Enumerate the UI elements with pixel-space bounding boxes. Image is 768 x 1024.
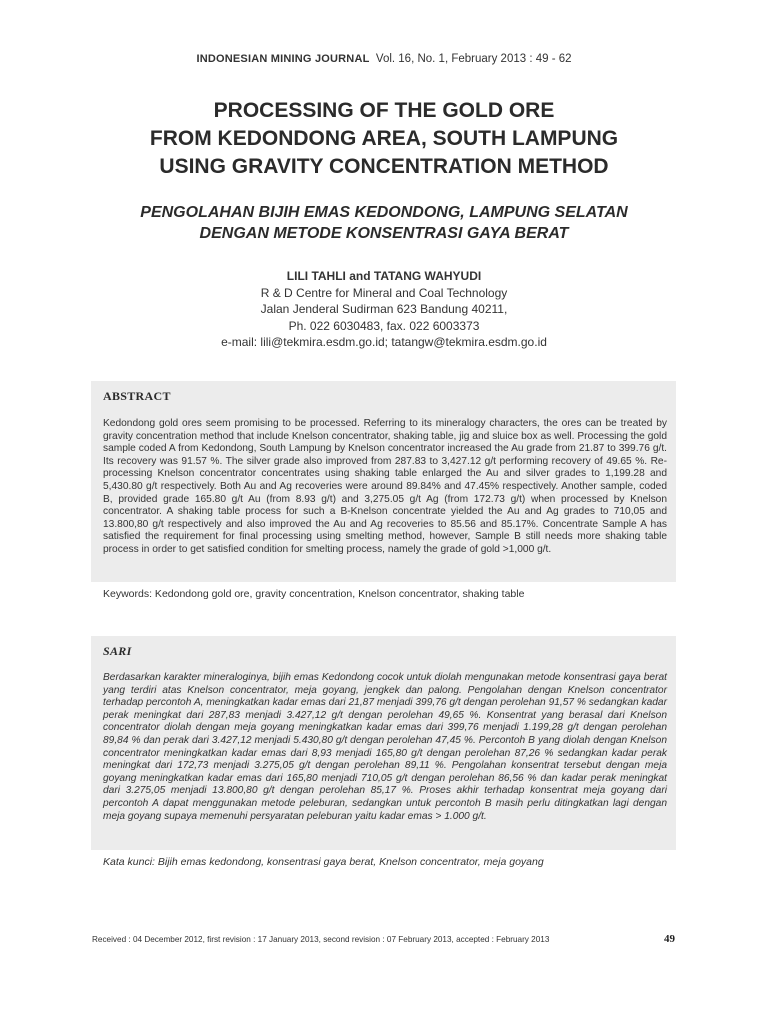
abstract-box	[91, 381, 676, 582]
paper-subtitle	[0, 202, 768, 244]
sari-box	[91, 636, 676, 850]
author-affiliation: R & D Centre for Mineral and Coal Technology	[260, 285, 508, 300]
author-block	[0, 268, 768, 351]
running-head	[0, 53, 768, 65]
author-names: LILI TAHLI and TATANG WAHYUDI	[286, 269, 482, 283]
title-line-3: USING GRAVITY CONCENTRATION METHOD	[159, 155, 609, 178]
journal-volume: Vol. 16, No. 1, February 2013 : 49 - 62	[375, 53, 572, 65]
author-phone: Ph. 022 6030483, fax. 022 6003373	[288, 318, 480, 333]
sari-keywords: Kata kunci: Bijih emas kedondong, konsentrasi gaya berat, Knelson concentrator, meja goyang	[103, 856, 544, 868]
author-address: Jalan Jenderal Sudirman 623 Bandung 40211,	[260, 302, 508, 316]
title-line-2: FROM KEDONDONG AREA, SOUTH LAMPUNG	[149, 127, 619, 150]
paper-title	[0, 97, 768, 181]
subtitle-line-1: PENGOLAHAN BIJIH EMAS KEDONDONG, LAMPUNG SELATAN	[140, 204, 628, 221]
abstract-text: Kedondong gold ores seem promising to be processed. Referring to its mineralogy characters, the ores can be treated by gravity concentration method that include Knelson concentrator, shaking table, jig and sluice box as well. Processing the gold sample coded A from Kedondong, South Lampung by Knelson concentrator increased the Au grade from 21.87 to 399.76 g/t. Its recovery was 91.57 %. The silver grade also improved from 287.83 to 3,427.12 g/t performing recovery of 49.65 %. Re-processing Knelson concentrator concentrates using shaking table enlarged the Au and silver grades to 1,199.28 and 5,430.80 g/t respectively. Both Au and Ag recoveries were around 89.84% and 47.45% respectively. Another sample, coded B, provided grade 165.80 g/t Au (from 8.93 g/t) and 3,275.05 g/t Ag (from 172.73 g/t) when processed by Knelson concentrator. A shaking table process for such a B-Knelson concentrate yielded the Au and Ag grades to 710,05 and 13.800,80 g/t respectively and also improved the Au and Ag recoveries to 85.56 and 85.17%. Concentrate Sample A has satisfied the requirement for final processing using smelting method, however, Sample B still needs more shaking table process in order to get satisfied condition for smelting process, namely the grade of gold >1,000 g/t.	[103, 418, 667, 555]
sari-heading: SARI	[103, 644, 132, 658]
author-email: e-mail: lili@tekmira.esdm.go.id; tatangw@tekmira.esdm.go.id	[221, 335, 547, 349]
received-dates: Received : 04 December 2012, first revision : 17 January 2013, second revision : 07 February 2013, accepted : February 2013	[92, 935, 550, 944]
abstract-heading: ABSTRACT	[103, 389, 171, 403]
abstract-keywords: Keywords: Kedondong gold ore, gravity concentration, Knelson concentrator, shaking table	[103, 588, 525, 600]
page-number: 49	[664, 933, 675, 945]
sari-text: Berdasarkan karakter mineraloginya, bijih emas Kedondong cocok untuk diolah mengunakan metode konsentrasi gaya berat yang terdiri atas Knelson concentrator, meja goyang, jengkek dan palong. Pengolahan dengan Knelson concentrator terhadap percontoh A, meningkatkan kadar emas dari 21,87 menjadi 399,76 g/t dengan perolehan 91,57 % sedangkan kadar perak meningkat dari 287,83 menjadi 3.427,12 g/t dengan perolehan 49,65 %. Konsentrat yang berasal dari Knelson concentrator diolah dengan meja goyang meningkatkan kadar emas dari 399,76 menjadi 1.199,28 g/t dengan perolehan 89,84 % dan perak dari 3.427,12 menjadi 5.430,80 g/t dengan perolehan 47,45 %. Percontoh B yang diolah dengan Knelson concentrator meningkatkan kadar emas dari 8,93 menjadi 165,80 g/t dengan perolehan 87,26 % sedangkan kadar perak meningkat dari 172,73 menjadi 3.275,05 g/t dengan perolehan 89,11 %. Pengolahan konsentrat tersebut dengan meja goyang meningkatkan kadar emas dari 165,80 menjadi 710,05 g/t dengan perolehan 86,56 % dan kadar perak meningkat dari 3.275,05 menjadi 13.800,80 g/t dengan perolehan 85,17 %. Proses akhir terhadap konsentrat meja goyang dari percontoh A dapat menggunakan metode peleburan, sedangkan untuk percontoh B masih perlu ditingkatkan lagi dengan meja goyang supaya memenuhi persyaratan peleburan yaitu kadar emas > 1.000 g/t.	[103, 672, 667, 822]
journal-name: INDONESIAN MINING JOURNAL	[196, 53, 370, 65]
title-line-1: PROCESSING OF THE GOLD ORE	[213, 99, 555, 122]
subtitle-line-2: DENGAN METODE KONSENTRASI GAYA BERAT	[199, 225, 569, 242]
